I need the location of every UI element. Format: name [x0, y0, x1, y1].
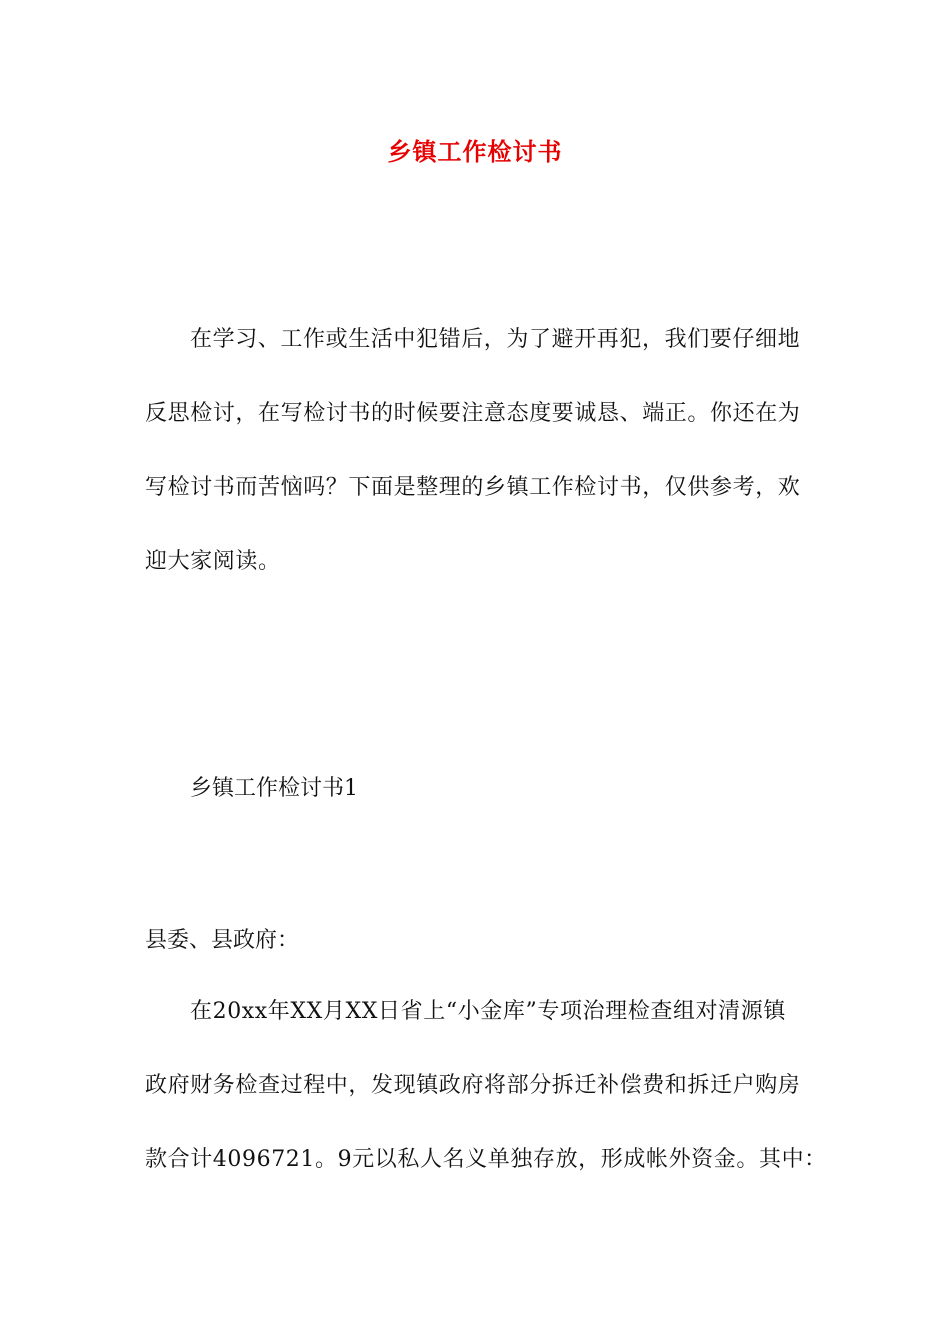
- intro-line: 写检讨书而苦恼吗？下面是整理的乡镇工作检讨书，仅供参考，欢: [145, 475, 801, 500]
- section-heading: 乡镇工作检讨书1: [190, 776, 358, 801]
- intro-line: 在学习、工作或生活中犯错后，为了避开再犯，我们要仔细地: [190, 327, 801, 352]
- body-line: 款合计4096721。9元以私人名义单独存放，形成帐外资金。其中：: [145, 1147, 827, 1172]
- salutation: 县委、县政府：: [145, 928, 300, 953]
- body-paragraph: [145, 975, 827, 1197]
- body-line: 政府财务检查过程中，发现镇政府将部分拆迁补偿费和拆迁户购房: [145, 1073, 801, 1098]
- intro-paragraph: [145, 303, 810, 599]
- intro-line: 反思检讨，在写检讨书的时候要注意态度要诚恳、端正。你还在为: [145, 401, 801, 426]
- intro-line: 迎大家阅读。: [145, 549, 281, 574]
- body-line: 在20xx年XX月XX日省上“小金库”专项治理检查组对清源镇: [190, 999, 786, 1024]
- document-title: 乡镇工作检讨书: [387, 137, 563, 166]
